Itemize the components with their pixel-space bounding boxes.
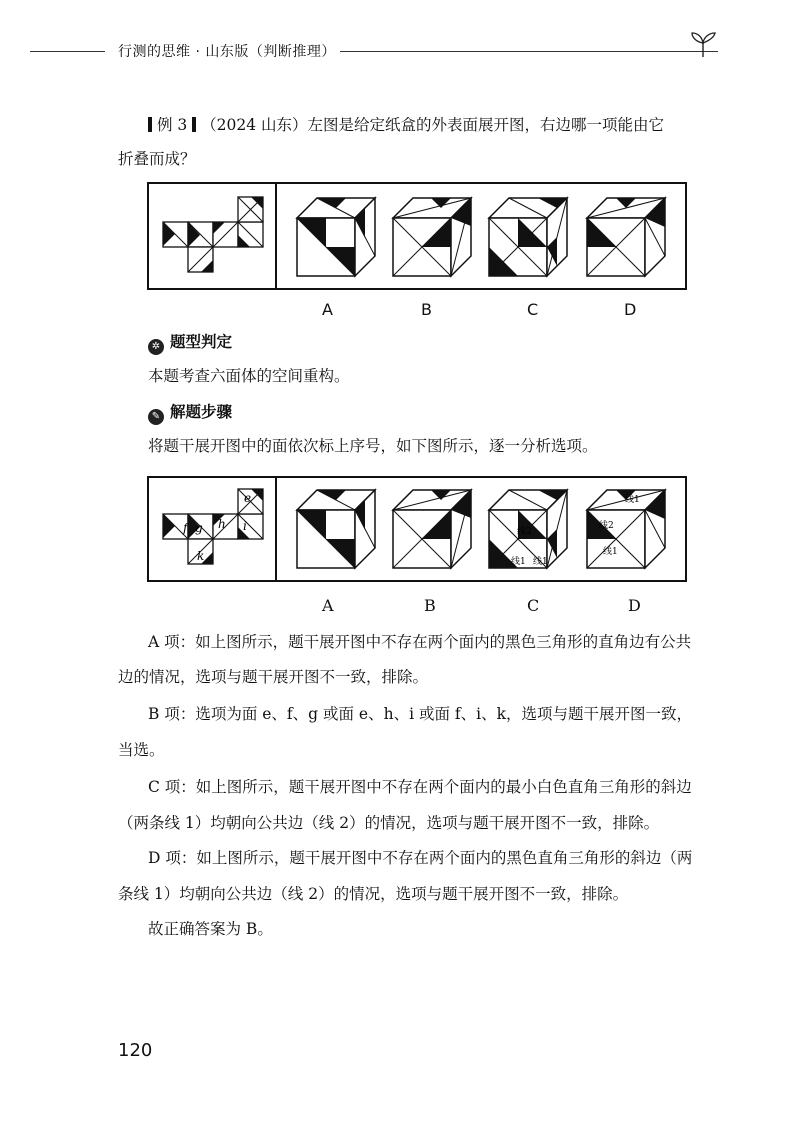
example-label: 例 3	[156, 116, 188, 134]
d-line1-label-top: 线1	[625, 495, 640, 505]
d-line1-label-bottom: 线1	[603, 547, 618, 557]
fig1-option-c-label: C	[527, 300, 539, 319]
option-b-cube	[391, 196, 473, 278]
fig2-option-d-label: D	[628, 596, 641, 615]
section-question-type	[148, 330, 232, 355]
example-question	[118, 108, 728, 168]
analysis-d-line1: D 项：如上图所示，题干展开图中不存在两个面内的黑色直角三角形的斜边（两	[148, 849, 693, 867]
section2-title: 解题步骤	[170, 403, 233, 421]
fig1-option-b-label: B	[421, 300, 432, 319]
figure2-divider	[275, 478, 277, 580]
option-d-cube	[585, 196, 667, 278]
section1-text: 本题考查六面体的空间重构。	[148, 367, 350, 385]
analysis-b-line1: B 项：选项为面 e、f、g 或面 e、h、i 或面 f、i、k，选项与题干展开图一致，	[148, 705, 692, 723]
question-line1: 左图是给定纸盒的外表面展开图，右边哪一项能由它	[307, 116, 664, 134]
face-label-h: h	[218, 517, 226, 531]
label-bar-left	[148, 117, 152, 132]
face-label-i: i	[243, 519, 247, 533]
face-label-k: k	[197, 549, 205, 563]
fig1-option-a-label: A	[322, 300, 333, 319]
analysis-c-line2: （两条线 1）均朝向公共边（线 2）的情况，选项与题干展开图不一致，排除。	[118, 814, 660, 832]
figure-divider	[275, 184, 277, 288]
figure-1	[147, 182, 687, 290]
label-bar-right	[192, 117, 196, 132]
option-b-cube-2	[391, 488, 473, 570]
fig2-option-c-label: C	[527, 596, 540, 615]
analysis-a-line1: A 项：如上图所示，题干展开图中不存在两个面内的黑色三角形的直角边有公共	[148, 633, 692, 651]
option-a-cube-2	[295, 488, 377, 570]
section-solution-steps	[148, 400, 232, 425]
answer-line: 故正确答案为 B。	[148, 920, 273, 938]
fig1-option-d-label: D	[624, 300, 637, 319]
question-line2: 折叠而成？	[118, 150, 196, 168]
face-label-e: e	[244, 491, 252, 505]
section2-text: 将题干展开图中的面依次标上序号，如下图所示，逐一分析选项。	[148, 437, 598, 455]
sprout-icon	[688, 30, 718, 58]
gear-icon: ✲	[148, 339, 164, 355]
page-number: 120	[118, 1040, 153, 1061]
figure-2	[147, 476, 687, 582]
section1-title: 题型判定	[170, 333, 233, 351]
c-line2-label: 线2	[517, 527, 532, 537]
c-line1-label-b: 线1	[533, 557, 548, 567]
pen-icon: ✎	[148, 409, 164, 425]
face-label-g: g	[195, 521, 203, 535]
labeled-net-diagram	[157, 482, 273, 574]
running-header	[30, 36, 720, 66]
header-rule-left	[30, 51, 105, 52]
net-diagram	[161, 194, 273, 280]
option-c-cube-2	[487, 488, 569, 570]
analysis-b-line2: 当选。	[118, 741, 165, 759]
d-line2-label: 线2	[599, 521, 614, 531]
option-c-cube	[487, 196, 569, 278]
option-d-cube-2	[585, 488, 667, 570]
analysis-d-line2: 条线 1）均朝向公共边（线 2）的情况，选项与题干展开图不一致，排除。	[118, 885, 629, 903]
analysis-a-line2: 边的情况，选项与题干展开图不一致，排除。	[118, 668, 429, 686]
fig2-option-a-label: A	[322, 596, 334, 615]
c-line1-label-a: 线1	[511, 557, 526, 567]
header-title: 行测的思维 · 山东版（判断推理）	[118, 44, 336, 60]
example-source: （2024 山东）	[201, 116, 308, 134]
analysis-c-line1: C 项：如上图所示，题干展开图中不存在两个面内的最小白色直角三角形的斜边	[148, 778, 692, 796]
header-rule-right	[340, 51, 718, 52]
face-label-f: f	[183, 521, 188, 535]
fig2-option-b-label: B	[424, 596, 436, 615]
option-a-cube	[295, 196, 377, 278]
